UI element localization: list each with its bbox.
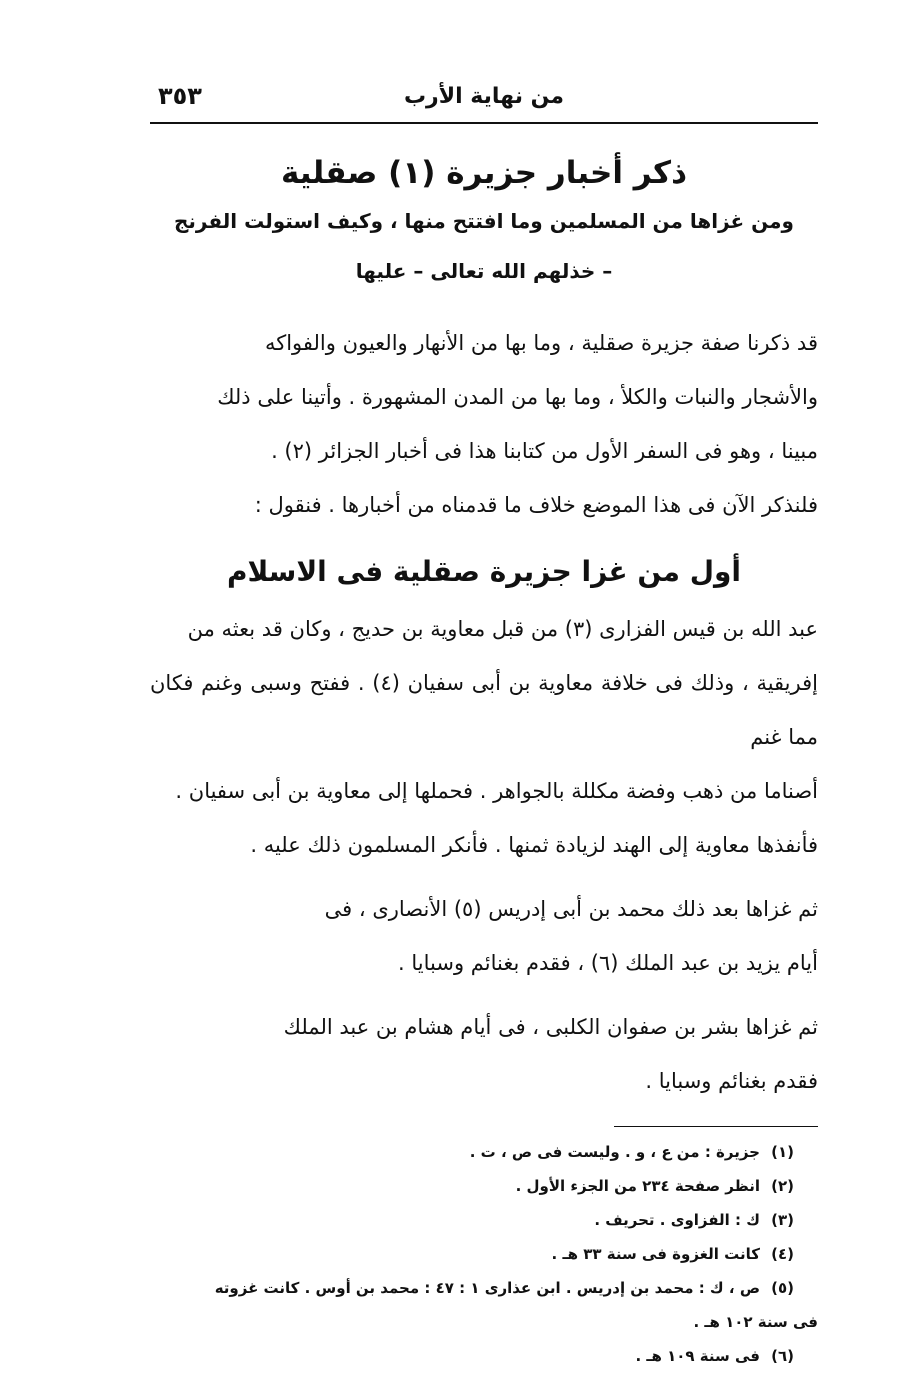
- section-paragraph-3: [150, 1000, 818, 1108]
- footnotes: [150, 1135, 818, 1373]
- text-line: فلنذكر الآن فى هذا الموضع خلاف ما قدمناه من أخبارها . فنقول :: [254, 493, 818, 517]
- text-line: ثم غزاها بشر بن صفوان الكلبى ، فى أيام هشام بن عبد الملك: [283, 1015, 818, 1039]
- footnote: [150, 1203, 794, 1237]
- chapter-title: ذكر أخبار جزيرة (١) صقلية: [281, 155, 687, 191]
- text-line: عبد الله بن قيس الفزارى (٣) من قبل معاوية بن حديج ، وكان قد بعثه من: [187, 617, 818, 641]
- text-line: إفريقية ، وذلك فى خلافة معاوية بن أبى سفيان (٤) . ففتح وسبى وغنم فكان مما غنم: [150, 671, 818, 749]
- footnote-text: فى سنة ١٠٩ هـ .: [635, 1347, 760, 1365]
- page-number: ٣٥٣: [158, 82, 202, 110]
- footnote-text: كانت الغزوة فى سنة ٣٣ هـ .: [551, 1245, 760, 1263]
- text-line: أصناما من ذهب وفضة مكللة بالجواهر . فحملها إلى معاوية بن أبى سفيان .: [175, 779, 818, 803]
- footnote-text: جزيرة : من ع ، و . وليست فى ص ، ت .: [469, 1143, 760, 1161]
- text-line: ثم غزاها بعد ذلك محمد بن أبى إدريس (٥) الأنصارى ، فى: [324, 897, 818, 921]
- intro-paragraph: [150, 316, 818, 532]
- footnote-number: (٥): [771, 1279, 794, 1297]
- footnote-text: انظر صفحة ٢٣٤ من الجزء الأول .: [515, 1177, 760, 1195]
- footnote: [150, 1237, 794, 1271]
- footnote-number: (٤): [771, 1245, 794, 1263]
- footnote: [150, 1135, 794, 1169]
- footnote-continuation: فى سنة ١٠٢ هـ .: [693, 1313, 818, 1331]
- section-heading: أول من غزا جزيرة صقلية فى الاسلام: [227, 555, 741, 588]
- text-line: قد ذكرنا صفة جزيرة صقلية ، وما بها من الأنهار والعيون والفواكه: [264, 331, 818, 355]
- text-line: فأنفذها معاوية إلى الهند لزيادة ثمنها . فأنكر المسلمون ذلك عليه .: [250, 833, 818, 857]
- footnote-number: (٦): [771, 1347, 794, 1365]
- running-header: [150, 70, 818, 124]
- footnote: [150, 1169, 794, 1203]
- chapter-subtitle-line-2: – خذلهم الله تعالى – عليها: [355, 259, 613, 283]
- footnote-number: (٣): [771, 1211, 794, 1229]
- section-paragraph-1: [150, 602, 818, 872]
- chapter-subtitle-line-1: ومن غزاها من المسلمين وما افتتح منها ، وكيف استولت الفرنج: [174, 209, 794, 233]
- running-title: من نهاية الأرب: [403, 84, 565, 109]
- text-line: مبينا ، وهو فى السفر الأول من كتابنا هذا فى أخبار الجزائر (٢) .: [271, 439, 818, 463]
- footnote-text: ك : الفزاوى . تحريف .: [594, 1211, 760, 1229]
- text-line: والأشجار والنبات والكلأ ، وما بها من المدن المشهورة . وأتينا على ذلك: [217, 385, 818, 409]
- footnote-divider: [614, 1126, 818, 1127]
- text-line: أيام يزيد بن عبد الملك (٦) ، فقدم بغنائم وسبايا .: [398, 951, 818, 975]
- footnote-text: ص ، ك : محمد بن إدريس . ابن عذارى ١ : ٤٧ : محمد بن أوس . كانت غزوته: [214, 1279, 760, 1297]
- book-page: [150, 70, 818, 1365]
- footnote: [150, 1271, 794, 1305]
- section-paragraph-2: [150, 882, 818, 990]
- text-line: فقدم بغنائم وسبايا .: [645, 1069, 818, 1093]
- footnote: [150, 1339, 794, 1373]
- footnote-number: (١): [771, 1143, 794, 1161]
- footnote-number: (٢): [771, 1177, 794, 1195]
